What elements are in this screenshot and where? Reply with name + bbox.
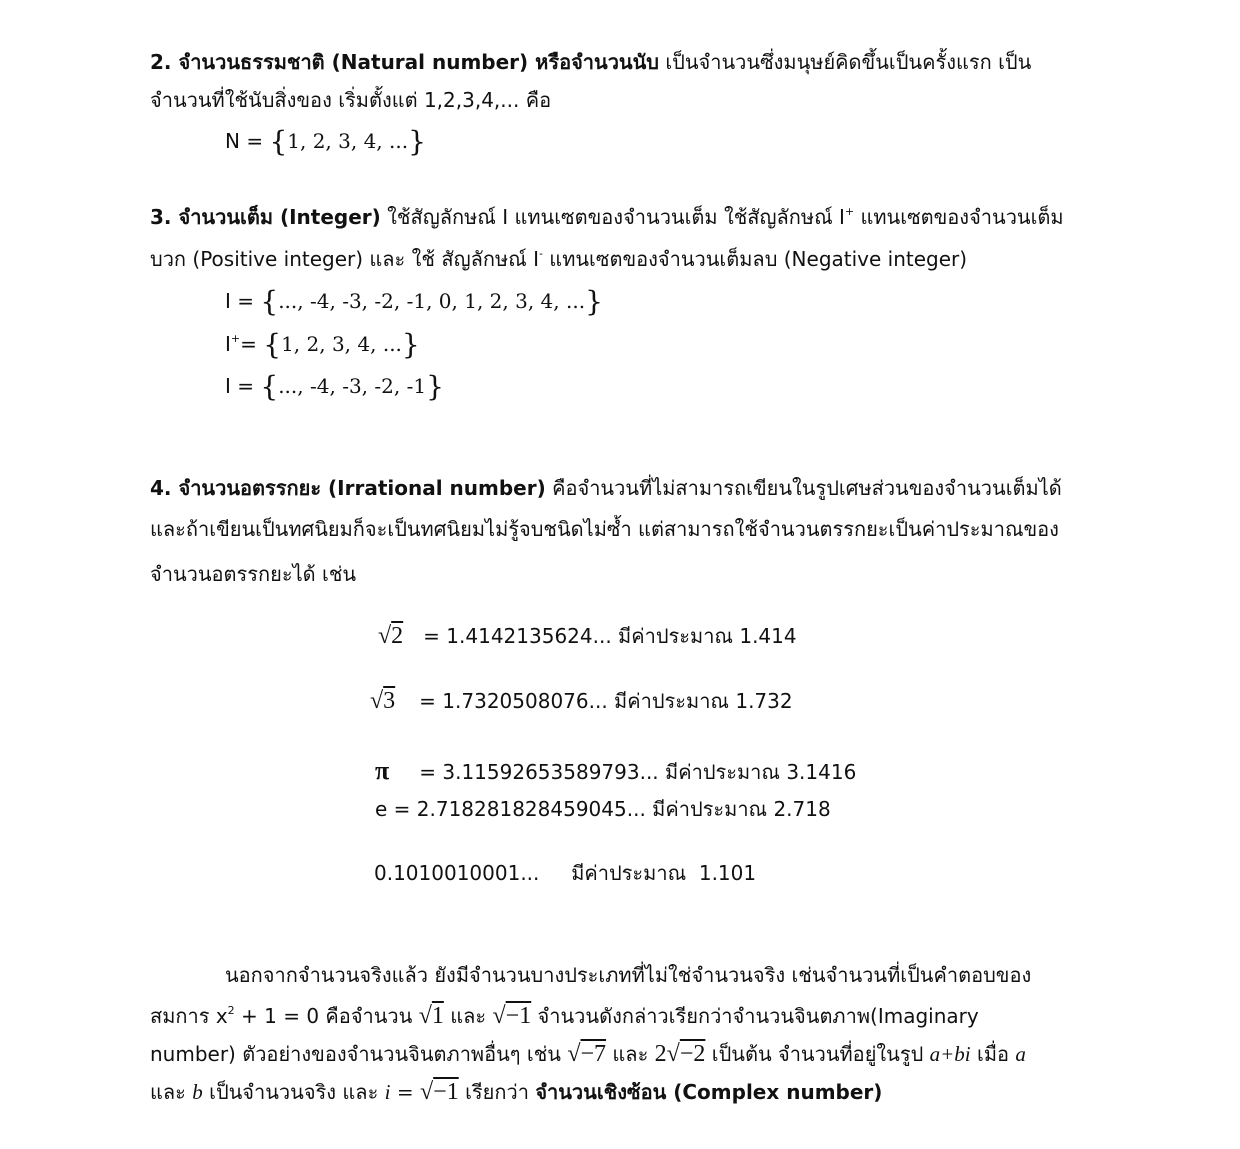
positive-integer-set-content: 1, 2, 3, 4, ... — [281, 332, 402, 356]
natural-set: N = {1, 2, 3, 4, ...} — [225, 125, 426, 158]
section4-heading: 4. จำนวนอตรรกยะ (Irrational number) — [150, 476, 546, 500]
example-e: e = 2.718281828459045... มีค่าประมาณ 2.718 — [375, 797, 831, 821]
section2-text: เป็นจำนวนซึ่งมนุษย์คิดขึ้นเป็นครั้งแรก เป็น — [658, 50, 1032, 74]
section2-heading: 2. จำนวนธรรมชาติ (Natural number) หรือจำนวนนับ — [150, 50, 659, 74]
paragraph-line3: number) ตัวอย่างของจำนวนจินตภาพอื่นๆ เช่น √−7 และ 2√−2 เป็นต้น จำนวนที่อยู่ในรูป a+bi เมื่อ a — [150, 1041, 1026, 1067]
negative-integer-set-content: ..., -4, -3, -2, -1 — [278, 374, 427, 398]
positive-integer-set: I+= {1, 2, 3, 4, ...} — [225, 328, 420, 361]
natural-set-label: N = — [225, 129, 270, 153]
example-decimal: 0.1010010001... มีค่าประมาณ 1.101 — [374, 861, 757, 885]
section3-line2: บวก (Positive integer) และ ใช้ สัญลักษณ์ I- แทนเซตของจำนวนเต็มลบ (Negative integer) — [150, 247, 968, 271]
section2-line2: จำนวนที่ใช้นับสิ่งของ เริ่มตั้งแต่ 1,2,3,4,... คือ — [150, 88, 552, 112]
section2-line1 — [150, 52, 1031, 72]
natural-set-content: 1, 2, 3, 4, ... — [287, 129, 409, 153]
section3-heading: 3. จำนวนเต็ม (Integer) — [150, 205, 381, 229]
pi-symbol: π — [375, 756, 390, 785]
complex-number-term: จำนวนเชิงซ้อน (Complex number) — [535, 1080, 883, 1104]
section4-line3: จำนวนอตรรกยะได้ เช่น — [150, 562, 357, 586]
section3-line1: 3. จำนวนเต็ม (Integer) ใช้สัญลักษณ์ I แทนเซตของจำนวนเต็ม ใช้สัญลักษณ์ I+ แทนเซตของจำนวนเต็ม — [150, 205, 1064, 229]
paragraph-line1: นอกจากจำนวนจริงแล้ว ยังมีจำนวนบางประเภทที่ไม่ใช่จำนวนจริง เช่นจำนวนที่เป็นคำตอบของ — [225, 963, 1032, 987]
example-sqrt2: √2 = 1.4142135624... มีค่าประมาณ 1.414 — [378, 623, 797, 649]
section4-line1: 4. จำนวนอตรรกยะ (Irrational number) คือจำนวนที่ไม่สามารถเขียนในรูปเศษส่วนของจำนวนเต็มได้ — [150, 476, 1062, 500]
negative-integer-set: I = {..., -4, -3, -2, -1} — [225, 370, 444, 403]
section4-line2: และถ้าเขียนเป็นทศนิยมก็จะเป็นทศนิยมไม่รู้จบชนิดไม่ซ้ำ แต่สามารถใช้จำนวนตรรกยะเป็นค่าประมาณของ — [150, 517, 1059, 541]
paragraph-line2: สมการ $x^2 + 1 = 0$ คือจำนวน √1 และ √−1 จำนวนดังกล่าวเรียกว่าจำนวนจินตภาพ(Imaginary — [150, 1003, 979, 1029]
paragraph-line4: และ b เป็นจำนวนจริง และ i = √−1 เรียกว่า จำนวนเชิงซ้อน (Complex number) — [150, 1079, 883, 1105]
integer-set: I = {..., -4, -3, -2, -1, 0, 1, 2, 3, 4, ...} — [225, 285, 603, 318]
example-pi: π = 3.11592653589793... มีค่าประมาณ 3.1416 — [375, 756, 857, 785]
example-sqrt3: √3 = 1.7320508076... มีค่าประมาณ 1.732 — [370, 688, 793, 714]
integer-set-content: ..., -4, -3, -2, -1, 0, 1, 2, 3, 4, ... — [278, 289, 586, 313]
